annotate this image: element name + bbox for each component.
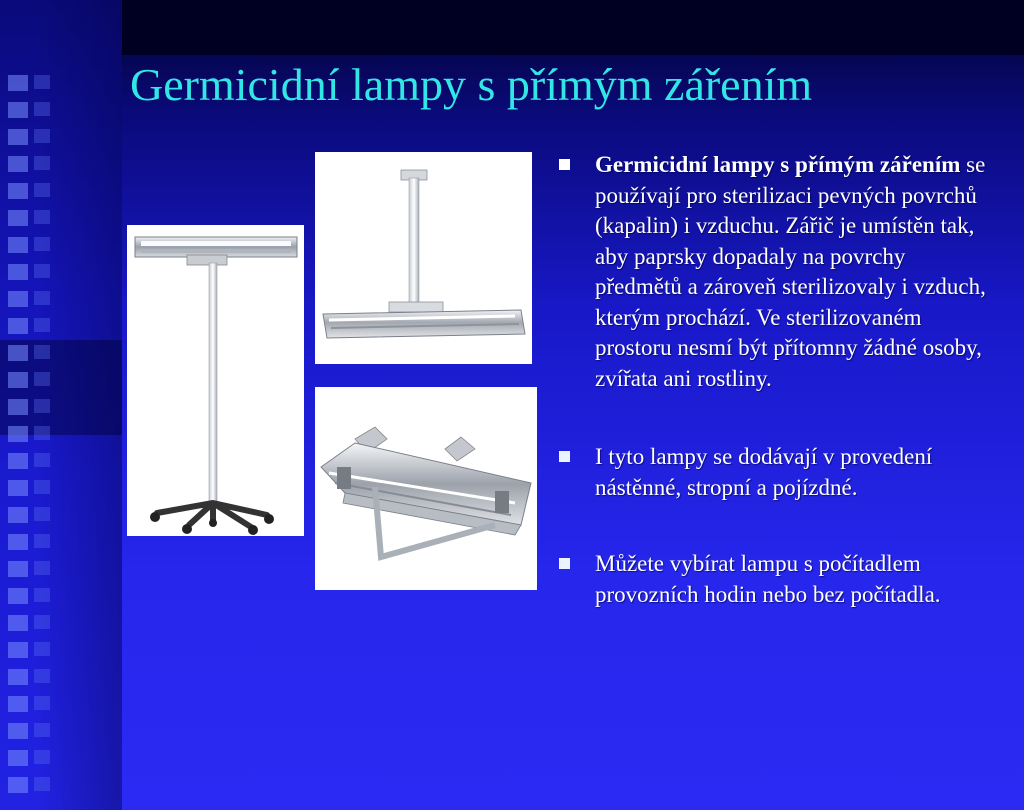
wall-lamp-photo <box>315 387 537 590</box>
bullet-list <box>555 150 995 610</box>
bullet-body: se používají pro sterilizaci pevných povrchů (kapalin) i vzduchu. Zářič je umístěn tak, aby paprsky dopadaly na povrchy předmětů a zároveň sterilizovaly i vzduch, kterým prochází. Ve sterilizovaném prostoru nesmí být přítomny žádné osoby, zvířata ani rostliny. <box>595 152 986 391</box>
bullet-item-counter <box>555 549 995 610</box>
mobile-lamp-photo <box>127 225 304 536</box>
bullet-item-usage <box>555 150 995 394</box>
square-bullet-icon <box>559 451 570 462</box>
square-bullet-icon <box>559 159 570 170</box>
bullet-bold-lead: Germicidní lampy s přímým zářením <box>595 152 961 177</box>
bullet-text <box>595 152 986 391</box>
top-band <box>122 0 1024 55</box>
square-bullet-icon <box>559 558 570 569</box>
ceiling-mounted-lamp-icon <box>315 152 532 364</box>
slide-title: Germicidní lampy s přímým zářením <box>130 59 813 110</box>
wall-mounted-lamp-icon <box>315 387 537 590</box>
strip-squares-secondary <box>34 75 50 795</box>
bullet-text: I tyto lampy se dodávají v provedení nástěnné, stropní a pojízdné. <box>595 444 933 500</box>
left-decorative-strip <box>0 0 122 810</box>
strip-squares <box>8 75 28 795</box>
ceiling-lamp-photo <box>315 152 532 364</box>
bullet-text: Můžete vybírat lampu s počítadlem provozních hodin nebo bez počítadla. <box>595 551 941 607</box>
lamp-on-wheeled-stand-icon <box>127 225 304 536</box>
bullet-item-variants <box>555 442 995 503</box>
